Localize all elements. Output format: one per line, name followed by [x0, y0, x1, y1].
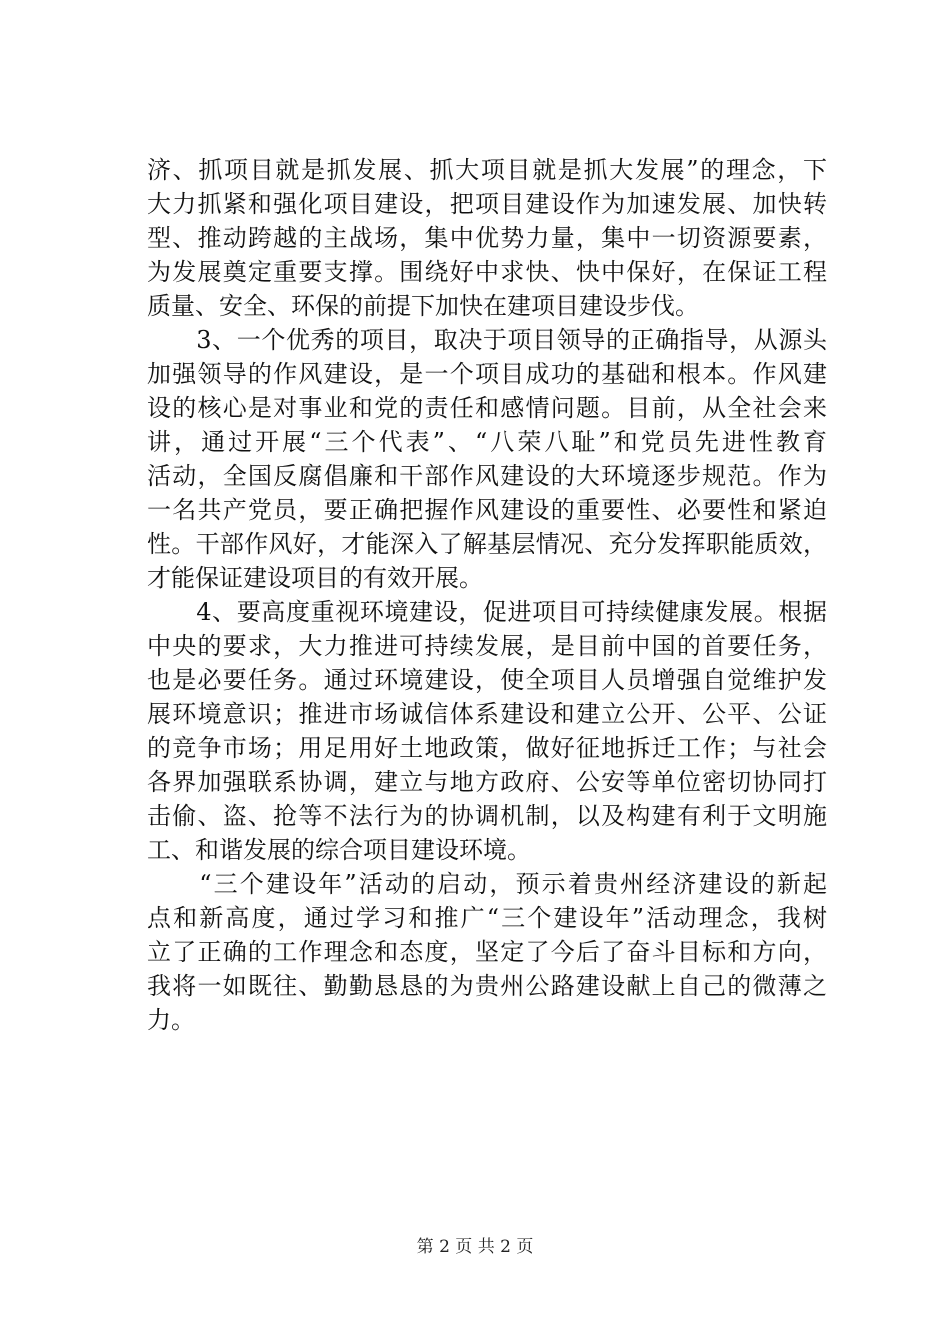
text-line: 中央的要求，大力推进可持续发展，是目前中国的首要任务，	[147, 632, 827, 660]
text-line: 质量、安全、环保的前提下加快在建项目建设步伐。	[147, 292, 699, 320]
text-line: 性。干部作风好，才能深入了解基层情况、充分发挥职能质效，	[147, 530, 827, 558]
text-line: 工、和谐发展的综合项目建设环境。	[147, 836, 531, 864]
text-line: 立了正确的工作理念和态度，坚定了今后了奋斗目标和方向，	[147, 938, 827, 966]
text-line: 为发展奠定重要支撑。围绕好中求快、快中保好，在保证工程	[147, 258, 827, 286]
page-number: 第 2 页 共 2 页	[416, 1237, 534, 1257]
text-line: 力。	[147, 1006, 195, 1034]
text-line: 的竞争市场；用足用好土地政策，做好征地拆迁工作；与社会	[147, 734, 827, 762]
text-line: 3、一个优秀的项目，取决于项目领导的正确指导，从源头	[147, 326, 827, 354]
text-line: 一名共产党员，要正确把握作风建设的重要性、必要性和紧迫	[147, 496, 827, 524]
text-line: 设的核心是对事业和党的责任和感情问题。目前，从全社会来	[147, 394, 827, 422]
text-line: 各界加强联系协调，建立与地方政府、公安等单位密切协同打	[147, 768, 827, 796]
text-line: 活动，全国反腐倡廉和干部作风建设的大环境逐步规范。作为	[147, 462, 827, 490]
text-line: 型、推动跨越的主战场，集中优势力量，集中一切资源要素，	[147, 224, 827, 252]
text-line: 我将一如既往、勤勤恳恳的为贵州公路建设献上自己的微薄之	[147, 972, 827, 1000]
page-footer	[0, 1236, 950, 1258]
text-line: 加强领导的作风建设，是一个项目成功的基础和根本。作风建	[147, 360, 827, 388]
text-line: 大力抓紧和强化项目建设，把项目建设作为加速发展、加快转	[147, 190, 827, 218]
text-line: 展环境意识；推进市场诚信体系建设和建立公开、公平、公证	[147, 700, 827, 728]
text-line: 才能保证建设项目的有效开展。	[147, 564, 483, 592]
document-body	[147, 153, 827, 1037]
text-line: 4、要高度重视环境建设，促进项目可持续健康发展。根据	[147, 598, 827, 626]
text-line: “三个建设年”活动的启动，预示着贵州经济建设的新起	[147, 870, 827, 898]
text-line: 点和新高度，通过学习和推广“三个建设年”活动理念，我树	[147, 904, 827, 932]
text-line: 击偷、盗、抢等不法行为的协调机制，以及构建有利于文明施	[147, 802, 827, 830]
text-line: 讲，通过开展“三个代表”、“八荣八耻”和党员先进性教育	[147, 428, 827, 456]
text-line: 也是必要任务。通过环境建设，使全项目人员增强自觉维护发	[147, 666, 827, 694]
text-line: 济、抓项目就是抓发展、抓大项目就是抓大发展”的理念，下	[147, 156, 827, 184]
